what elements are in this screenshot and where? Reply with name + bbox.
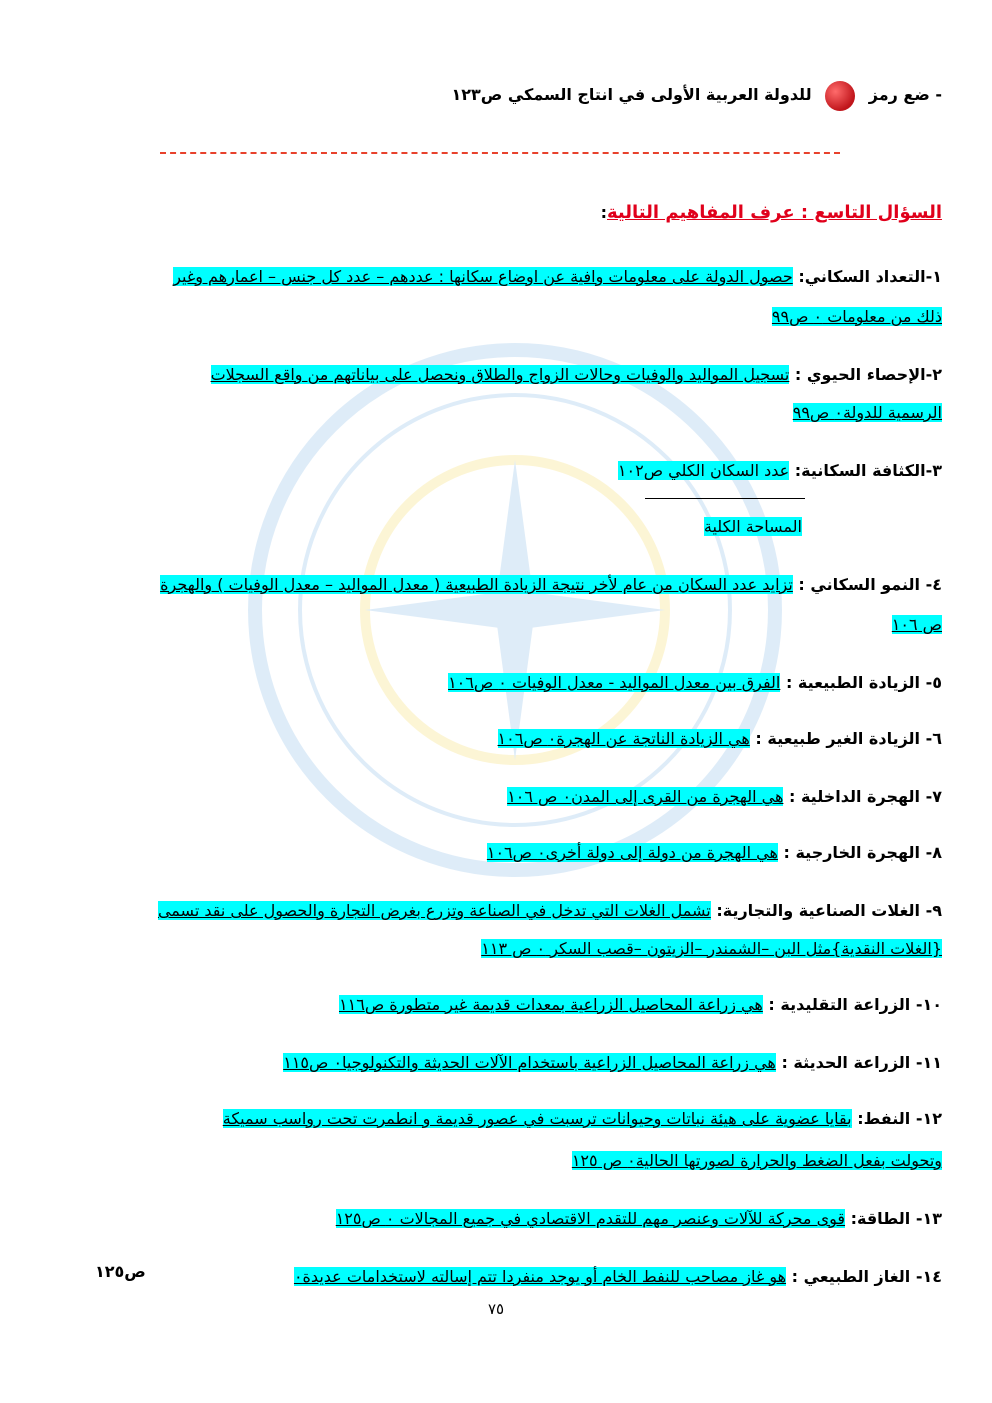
item-definition: تزايد عدد السكان من عام لأخر نتيجة الزيادة الطبيعية ( معدل المواليد – معدل الوفيات ) والهجرة (160, 575, 793, 594)
item-term: ١٤- الغاز الطبيعي : (791, 1267, 942, 1286)
item-7-line1 (507, 782, 942, 812)
item-definition-cont: {الغلات النقدية}مثل البن –الشمندر –الزيتون –قصب السكر ٠ ص ١١٣ (481, 939, 942, 958)
item-definition-cont: وتحولت بفعل الضغط والحرارة لصورتها الحالية٠ ص ١٢٥ (571, 1151, 942, 1170)
item-term: ٣-الكثافة السكانية: (794, 461, 942, 480)
item-definition: حصول الدولة على معلومات وافية عن اوضاع سكانها : عددهم – عدد كل جنس – اعمارهم وغير (173, 267, 793, 286)
item-13-line1 (336, 1204, 942, 1234)
item-term: ٤- النمو السكاني : (798, 575, 942, 594)
page-number: ٧٥ (487, 1300, 505, 1318)
item-term: ٩- الغلات الصناعية والتجارية: (716, 901, 942, 920)
item-definition-cont: ص ١٠٦ (891, 615, 942, 634)
item-term: ٨- الهجرة الخارجية : (783, 843, 942, 862)
item-8-line1 (487, 838, 942, 868)
item-definition: هي زراعة المحاصيل الزراعية باستخدام الآلات الحديثة والتكنولوجيا٠ ص١١٥ (283, 1053, 776, 1072)
item-12-line1 (223, 1104, 942, 1134)
header-prefix: - ضع رمز (868, 85, 942, 104)
item-6-line1 (498, 724, 942, 754)
item-definition: هو غاز مصاحب للنفط الخام أو يوجد منفردا تتم إسالته لاستخدامات عديدة٠ (293, 1267, 787, 1286)
item-term: ٦- الزيادة الغير طبيعية : (755, 729, 942, 748)
item-definition: تسجيل المواليد والوفيات وحالات الزواج والطلاق ونحصل على بياناتهم من واقع السجلات (210, 365, 790, 384)
dashed-divider (160, 152, 840, 162)
item-definition-cont: الرسمية للدولة٠ ص٩٩ (792, 403, 942, 422)
item-9-line2 (481, 934, 942, 964)
item-9-line1 (158, 896, 942, 926)
item-4-line1 (160, 570, 942, 600)
item-definition: بقايا عضوية على هيئة نباتات وحيوانات ترسبت في عصور قديمة و انطمرت تحت رواسب سميكة (222, 1109, 852, 1128)
item-term: ١-التعداد السكاني: (798, 267, 942, 286)
item-term: ١٣- الطاقة: (850, 1209, 942, 1228)
item-definition: هي الهجرة من القرى إلى المدن٠ ص ١٠٦ (507, 787, 784, 806)
question-colon: : (600, 203, 607, 222)
item-2-line1 (211, 360, 942, 390)
item-definition: هي زراعة المحاصيل الزراعية بمعدات قديمة غير متطورة ص١١٦ (339, 995, 763, 1014)
item-14-line1 (294, 1262, 942, 1292)
item-4-line2 (892, 610, 942, 640)
item-3-line1 (618, 456, 942, 486)
header-line (451, 80, 942, 111)
item-1-line1 (173, 262, 942, 292)
header-text: للدولة العربية الأولى في انتاج السمكي ص١٢٣ (451, 85, 812, 104)
fraction-bar (645, 498, 805, 499)
item-definition: هي الهجرة من دولة إلى دولة أخرى٠ ص١٠٦ (486, 843, 778, 862)
item-definition: قوى محركة للآلات وعنصر مهم للتقدم الاقتصادي في جميع المجالات ٠ ص١٢٥ (335, 1209, 846, 1228)
item-term: ١٢- النفط: (857, 1109, 942, 1128)
item-14-page-note: ص١٢٥ (95, 1262, 146, 1281)
item-definition-cont: ذلك من معلومات ٠ ص٩٩ (771, 307, 942, 326)
item-11-line1 (283, 1048, 942, 1078)
item-term: ١٠- الزراعة التقليدية : (768, 995, 942, 1014)
question-title (601, 198, 942, 228)
item-term: ١١- الزراعة الحديثة : (781, 1053, 942, 1072)
item-2-line2 (793, 398, 942, 428)
item-10-line1 (339, 990, 942, 1020)
item-term: ٢-الإحصاء الحيوي : (794, 365, 942, 384)
question-title-text: السؤال التاسع : عرف المفاهيم التالية (607, 202, 942, 223)
item-definition-cont: المساحة الكلية (703, 517, 802, 536)
item-definition: هي الزيادة الناتجة عن الهجرة٠ ص١٠٦ (497, 729, 750, 748)
item-definition: الفرق بين معدل المواليد - معدل الوفيات ٠ ص١٠٦ (448, 673, 781, 692)
item-12-line2 (572, 1146, 942, 1176)
item-5-line1 (448, 668, 942, 698)
item-term: ٧- الهجرة الداخلية : (788, 787, 942, 806)
red-circle-icon (825, 81, 855, 111)
item-term: ٥- الزيادة الطبيعية : (785, 673, 942, 692)
item-definition: عدد السكان الكلي ص١٠٢ (617, 461, 790, 480)
item-1-line2 (772, 302, 942, 332)
item-3-line2 (704, 512, 802, 542)
item-definition: تشمل الغلات التي تدخل في الصناعة وتزرع بغرض التجارة والحصول على نقد تسمى (157, 901, 711, 920)
